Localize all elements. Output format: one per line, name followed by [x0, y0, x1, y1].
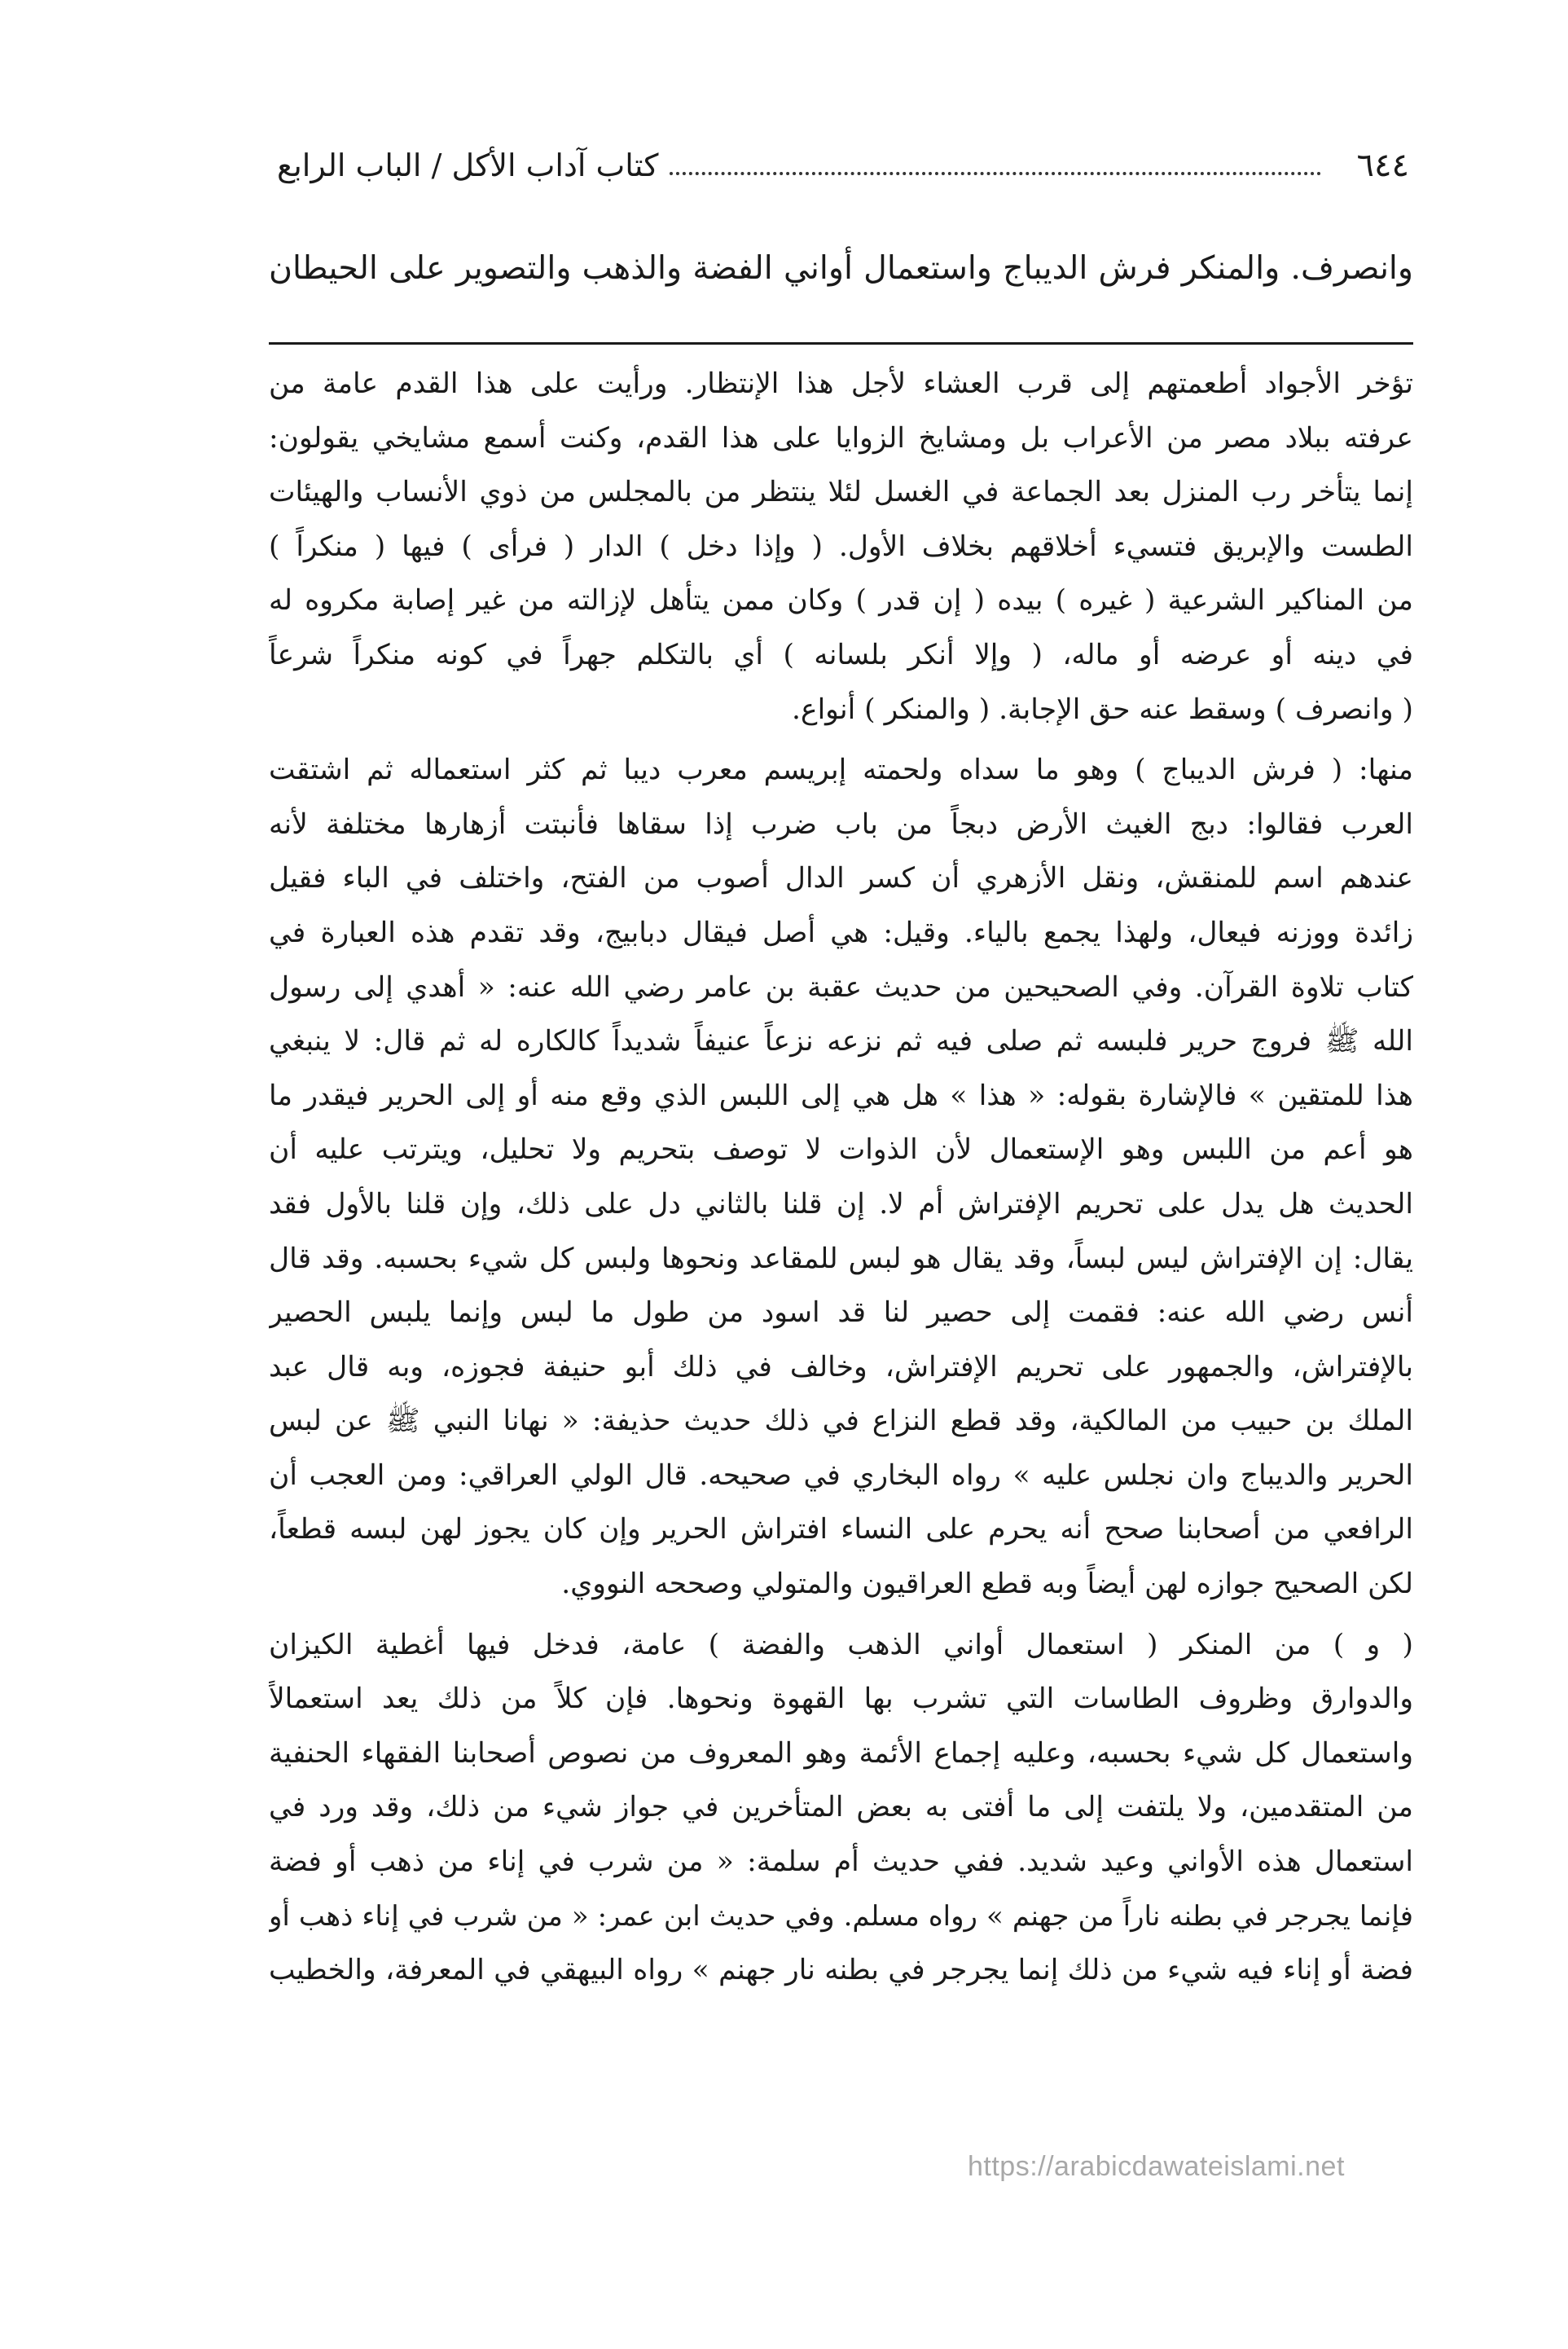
- text-line: لكن الصحيح جوازه لهن أيضاً وبه قطع العراقيون والمتولي وصححه النووي.: [561, 1568, 1413, 1601]
- paragraph: [269, 357, 1413, 737]
- text-line: الحديث هل يدل على تحريم الإفتراش أم لا. إن قلنا بالثاني دل على ذلك، وإن قلنا بالأول فقد: [269, 1187, 1413, 1221]
- text-line: ( و ) من المنكر ( استعمال أواني الذهب والفضة ) عامة، فدخل فيها أغطية الكيزان: [269, 1628, 1413, 1661]
- text-line: عندهم اسم للمنقش، ونقل الأزهري أن كسر الدال أصوب من الفتح، واختلف في الباء فقيل: [269, 862, 1413, 895]
- paragraph: [269, 1618, 1413, 1998]
- text-line: العرب فقالوا: دبج الغيث الأرض دبجاً من باب ضرب إذا سقاها فأنبتت أزهارها مختلفة لأنه: [269, 807, 1413, 841]
- text-line: فضة أو إناء فيه شيء من ذلك إنما يجرجر في بطنه نار جهنم » رواه البيهقي في المعرفة، والخطيب: [269, 1954, 1413, 1987]
- text-line: ( وانصرف ) وسقط عنه حق الإجابة. ( والمنكر ) أنواع.: [792, 693, 1413, 726]
- text-line: الحرير والديباج وان نجلس عليه » رواه البخاري في صحيحه. قال الولي العراقي: ومن العجب أن: [269, 1458, 1413, 1492]
- text-line: عرفته ببلاد مصر من الأعراب بل ومشايخ الزوايا على هذا القدم، وكنت أسمع مشايخي يقولون:: [269, 421, 1413, 455]
- text-line: الطست والإبريق فتسيء أخلاقهم بخلاف الأول. ( وإذا دخل ) الدار ( فرأى ) فيها ( منكراً ): [269, 530, 1413, 563]
- text-line: هذا للمتقين » فالإشارة بقوله: « هذا » هل هي إلى اللبس الذي وقع منه أو إلى الحرير فيقدر ما: [269, 1079, 1413, 1112]
- text-line: واستعمال كل شيء بحسبه، وعليه إجماع الأئمة وهو المعروف من نصوص أصحابنا الفقهاء الحنفية: [269, 1736, 1413, 1770]
- text-line: زائدة ووزنه فيعال، ولهذا يجمع بالياء. وقيل: هي أصل فيقال دبابيج، وقد تقدم هذه العبارة في: [269, 916, 1413, 949]
- text-line: والدوارق وظروف الطاسات التي تشرب بها القهوة ونحوها. فإن كلاً من ذلك يعد استعمالاً: [269, 1683, 1413, 1716]
- paragraph: [269, 743, 1413, 1612]
- text-line: في دينه أو عرضه أو ماله، ( وإلا أنكر بلسانه ) أي بالتكلم جهراً في كونه منكراً شرعاً: [269, 638, 1413, 671]
- chapter-title: كتاب آداب الأكل / الباب الرابع: [277, 147, 659, 183]
- header-dot-leader: [670, 172, 1320, 175]
- text-line: يقال: إن الإفتراش ليس لبساً، وقد يقال هو لبس للمقاعد ونحوها ولبس كل شيء بحسبه. وقد قال: [269, 1242, 1413, 1275]
- text-line: الملك بن حبيب من المالكية، وقد قطع النزاع في ذلك حديث حذيفة: « نهانا النبي ﷺ عن لبس: [269, 1405, 1413, 1438]
- commentary-body: [269, 357, 1413, 1998]
- matn-commentary-divider: [269, 342, 1413, 345]
- text-line: كتاب تلاوة القرآن. وفي الصحيحين من حديث عقبة بن عامر رضي الله عنه: « أهدي إلى رسول: [269, 970, 1413, 1004]
- running-header: [277, 137, 1409, 194]
- text-line: منها: ( فرش الديباج ) وهو ما سداه ولحمته إبريسم معرب ديبا ثم كثر استعماله ثم اشتقت: [269, 754, 1413, 787]
- page-number: ٦٤٤: [1356, 147, 1409, 184]
- matn-text: وانصرف. والمنكر فرش الديباج واستعمال أواني الفضة والذهب والتصوير على الحيطان: [269, 249, 1413, 287]
- text-line: استعمال هذه الأواني وعيد شديد. ففي حديث أم سلمة: « من شرب في إناء من ذهب أو فضة: [269, 1845, 1413, 1879]
- text-line: الرافعي من أصحابنا صحح أنه يحرم على النساء افتراش الحرير وإن كان يجوز لهن لبسه قطعاً،: [269, 1513, 1413, 1546]
- text-line: أنس رضي الله عنه: فقمت إلى حصير لنا قد اسود من طول ما لبس وإنما يلبس الحصير: [269, 1296, 1413, 1330]
- text-line: هو أعم من اللبس وهو الإستعمال لأن الذوات لا توصف بتحريم ولا تحليل، ويترتب عليه أن: [269, 1133, 1413, 1167]
- text-line: من المتقدمين، ولا يلتفت إلى ما أفتى به بعض المتأخرين في جواز شيء من ذلك، وقد ورد في: [269, 1791, 1413, 1824]
- text-line: إنما يتأخر رب المنزل بعد الجماعة في الغسل لئلا ينتظر من بالمجلس من ذوي الأنساب والهيئات: [269, 476, 1413, 509]
- source-watermark: https://arabicdawateislami.net: [968, 2151, 1345, 2182]
- text-line: فإنما يجرجر في بطنه ناراً من جهنم » رواه مسلم. وفي حديث ابن عمر: « من شرب في إناء ذهب أو: [269, 1899, 1413, 1933]
- text-line: من المناكير الشرعية ( غيره ) بيده ( إن قدر ) وكان ممن يتأهل لإزالته من غير إصابة مكروه له: [269, 584, 1413, 618]
- text-line: تؤخر الأجواد أطعمتهم إلى قرب العشاء لأجل هذا الإنتظار. ورأيت على هذا القدم عامة من: [269, 367, 1413, 400]
- text-line: بالإفتراش، والجمهور على تحريم الإفتراش، وخالف في ذلك أبو حنيفة فجوزه، وبه قال عبد: [269, 1350, 1413, 1383]
- text-line: الله ﷺ فروج حرير فلبسه ثم صلى فيه ثم نزعه نزعاً عنيفاً شديداً كالكاره له ثم قال: لا ينبغي: [269, 1025, 1413, 1058]
